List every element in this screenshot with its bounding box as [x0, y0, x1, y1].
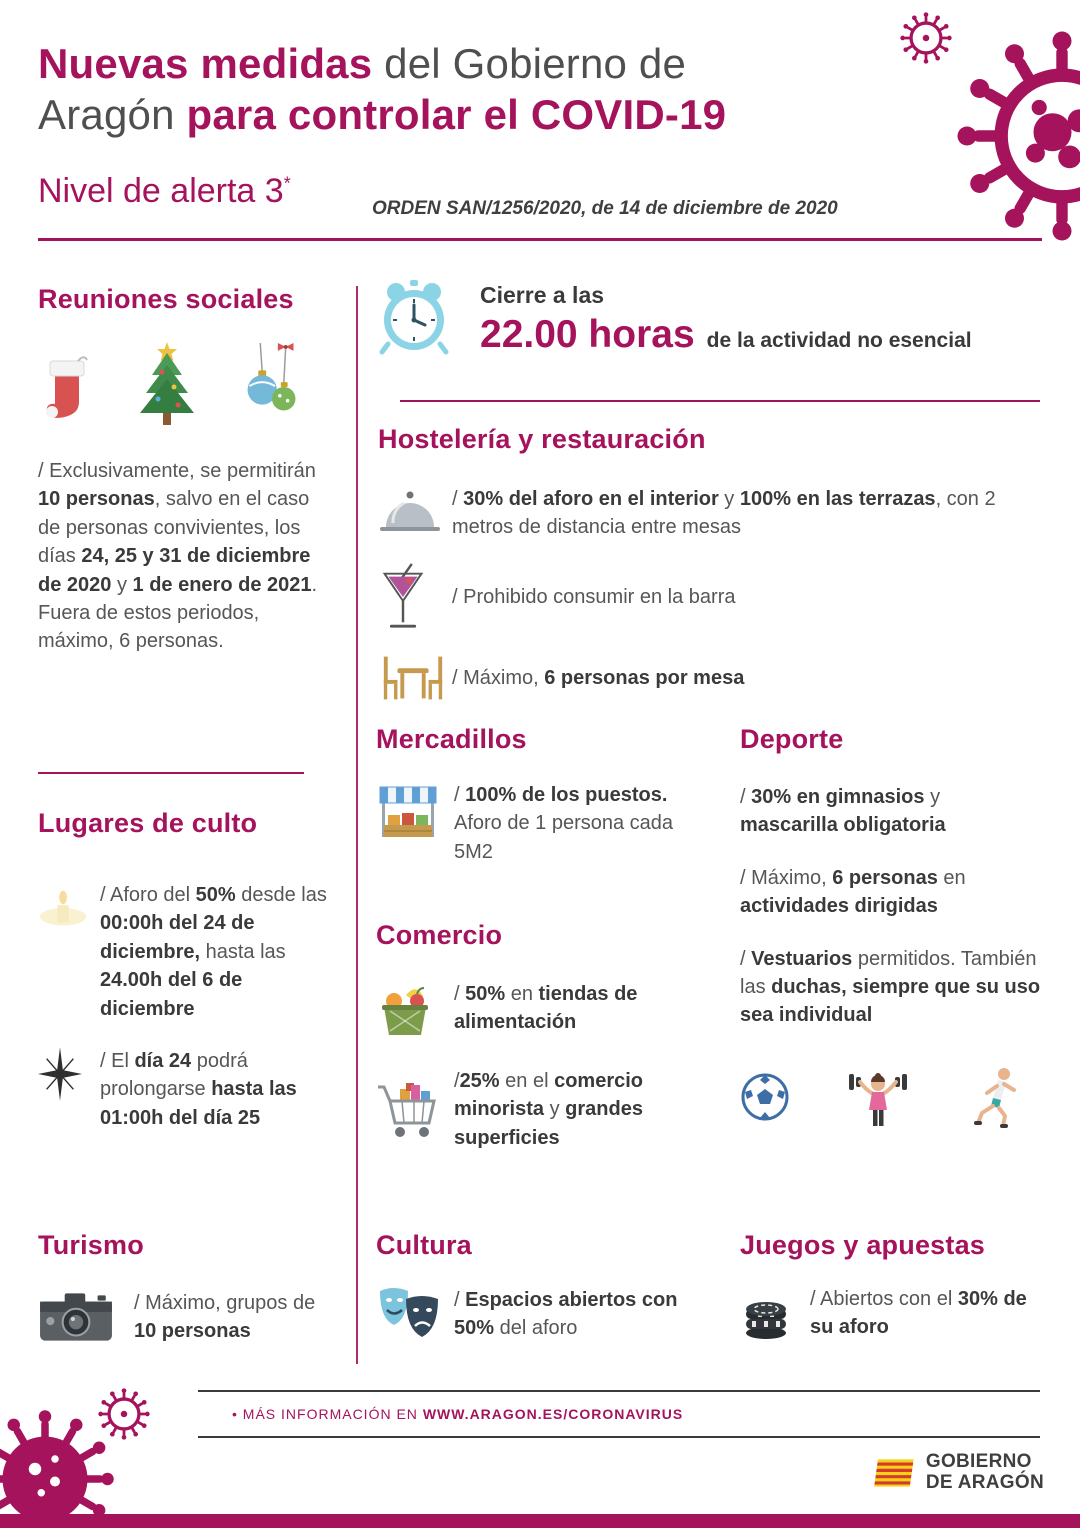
deporte-item-vestuarios: / Vestuarios permitidos. También las duchas, siempre que su uso sea individual	[740, 947, 1041, 1027]
alert-asterisk: *	[283, 173, 291, 194]
logo-text	[926, 1452, 1044, 1494]
cierre-divider	[400, 400, 1040, 402]
candle-icon	[38, 881, 100, 937]
shopping-cart-icon	[376, 1081, 454, 1139]
logo-line-1: GOBIERNO	[925, 1451, 1032, 1472]
section-deporte	[740, 724, 1042, 1128]
item-text: /25% en el comercio minorista y grandes superficies	[454, 1070, 644, 1149]
comercio-item-minorista	[376, 1067, 694, 1152]
item-text: / Abiertos con el 30% de su aforo	[810, 1288, 1027, 1339]
alert-level	[38, 172, 291, 211]
lugares-item-dia24	[38, 1047, 340, 1132]
cierre-text	[480, 278, 972, 357]
table-and-chairs-icon	[378, 652, 452, 704]
grocery-basket-icon	[376, 979, 454, 1037]
footer-info-bar: • MÁS INFORMACIÓN EN WWW.ARAGON.ES/CORONAVIRUS	[198, 1390, 1040, 1438]
section-comercio	[376, 920, 694, 1152]
item-text: / 30% del aforo en el interior y 100% en las terrazas, con 2 metros de distancia entre mesas	[452, 488, 996, 539]
poker-chips-icon	[740, 1285, 810, 1341]
section-title-turismo: Turismo	[38, 1230, 144, 1260]
hosteleria-item-barra	[378, 562, 1040, 632]
left-column-divider	[38, 772, 304, 774]
alert-level-text: Nivel de alerta 3	[38, 172, 284, 210]
aragon-flag-icon	[872, 1457, 916, 1489]
item-text: / Máximo, grupos de 10 personas	[134, 1292, 316, 1343]
item-text: / 100% de los puestos. Aforo de 1 persona cada 5M2	[454, 784, 674, 863]
section-title-comercio: Comercio	[376, 920, 503, 950]
hosteleria-item-aforo	[378, 485, 1040, 542]
cierre-time: 22.00 horas	[480, 313, 695, 356]
item-text: / Aforo del 50% desde las 00:00h del 24 de diciembre, hasta las 24.00h del 6 de diciembre	[100, 884, 327, 1020]
section-juegos-y-apuestas	[740, 1230, 1042, 1342]
christmas-icons-row	[38, 339, 304, 431]
section-title-cultura: Cultura	[376, 1230, 472, 1260]
section-lugares-de-culto	[38, 808, 340, 1132]
section-cultura	[376, 1230, 694, 1343]
virus-icon	[948, 22, 1080, 250]
order-reference: ORDEN SAN/1256/2020, de 14 de diciembre de 2020	[372, 198, 838, 219]
bethlehem-star-icon	[38, 1047, 100, 1101]
turismo-item-grupos	[38, 1289, 340, 1346]
lugares-item-aforo	[38, 881, 340, 1023]
cierre-line1: Cierre a las	[480, 282, 605, 308]
christmas-stocking-icon	[38, 353, 94, 431]
cocktail-icon	[378, 562, 452, 632]
section-reuniones-sociales	[38, 284, 336, 656]
item-text: / 50% en tiendas de alimentación	[454, 982, 638, 1033]
bottom-accent-bar	[0, 1514, 1080, 1528]
cloche-icon	[378, 485, 452, 537]
logo-line-2: DE ARAGÓN	[925, 1471, 1044, 1493]
page-title	[38, 38, 898, 140]
virus-icon	[96, 1386, 152, 1442]
christmas-tree-icon	[129, 339, 205, 431]
section-title-juegos: Juegos y apuestas	[740, 1230, 986, 1260]
cierre-line2	[480, 313, 972, 357]
sports-icons-row	[740, 1066, 1022, 1128]
cultura-item-espacios	[376, 1285, 694, 1343]
section-turismo	[38, 1230, 340, 1346]
section-cierre	[374, 278, 1040, 358]
deporte-item-dirigidas: / Máximo, 6 personas en actividades dirigidas	[740, 866, 966, 918]
weightlifter-icon	[847, 1066, 909, 1128]
juegos-item-aforo	[740, 1285, 1042, 1342]
section-title-reuniones: Reuniones sociales	[38, 284, 294, 314]
section-title-hosteleria: Hostelería y restauración	[378, 424, 706, 454]
deporte-item-gimnasios: / 30% en gimnasios y mascarilla obligatoria	[740, 786, 946, 837]
hosteleria-item-mesa	[378, 652, 1040, 704]
item-text: / Espacios abiertos con 50% del aforo	[454, 1288, 678, 1339]
alarm-clock-icon	[374, 278, 454, 358]
cierre-rest: de la actividad no esencial	[706, 329, 972, 352]
title-line-1: Nuevas medidas del Gobierno de	[38, 40, 687, 87]
virus-icon	[898, 10, 954, 66]
item-text: / Prohibido consumir en la barra	[452, 585, 736, 608]
header-divider	[38, 238, 1042, 241]
runner-icon	[966, 1066, 1022, 1128]
theater-masks-icon	[376, 1285, 454, 1343]
reuniones-body: / Exclusivamente, se permitirán 10 personas, salvo en el caso de personas convivientes, los días 24, 25 y 31 de diciembre de 2020 y 1 de enero de 2021. Fuera de estos periodos, máximo, 6 personas.	[38, 460, 318, 653]
section-title-mercadillos: Mercadillos	[376, 724, 527, 754]
christmas-baubles-icon	[240, 343, 304, 431]
section-mercadillos	[376, 724, 694, 866]
column-divider	[356, 286, 358, 1364]
market-stall-icon	[376, 781, 454, 843]
section-hosteleria	[378, 424, 1040, 704]
camera-icon	[38, 1289, 134, 1345]
section-title-deporte: Deporte	[740, 724, 844, 754]
item-text: / El día 24 podrá prolongarse hasta las 01:00h del día 25	[100, 1049, 297, 1129]
soccer-ball-icon	[740, 1072, 790, 1122]
item-text: / Máximo, 6 personas por mesa	[452, 666, 745, 689]
title-line-2: Aragón para controlar el COVID-19	[38, 91, 727, 139]
mercadillos-item-puestos	[376, 781, 694, 866]
section-title-lugares: Lugares de culto	[38, 808, 258, 838]
comercio-item-alimentacion	[376, 979, 694, 1037]
gobierno-de-aragon-logo	[872, 1452, 1044, 1494]
